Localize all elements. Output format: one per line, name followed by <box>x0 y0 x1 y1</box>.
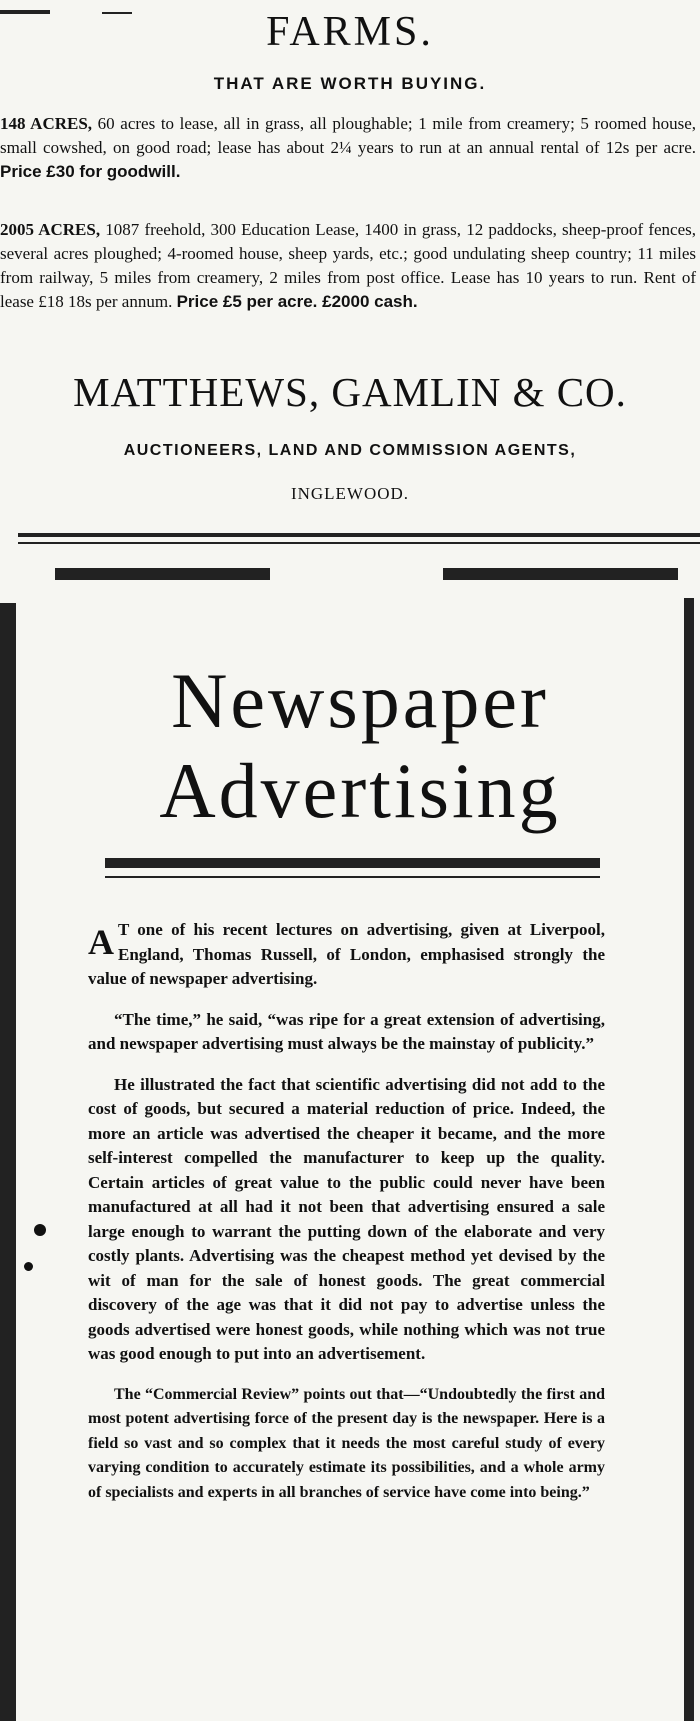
headline-rule-thick <box>105 858 600 868</box>
margin-dot <box>24 1262 33 1271</box>
paragraph-1 <box>88 918 605 992</box>
paragraph-2: “The time,” he said, “was ripe for a great extension of advertising, and newspaper advertising must always be the mainstay of publicity.” <box>88 1009 605 1053</box>
ornament-bar-right <box>443 568 678 580</box>
listing-text: 60 acres to lease, all in grass, all ploughable; 1 mile from creamery; 5 roomed house, small cowshed, on good road; lease has about 2¼ years to run at an annual rental of 12s per acre. <box>0 114 696 157</box>
firm-town: INGLEWOOD. <box>290 484 410 503</box>
headline-rule-thin <box>105 876 600 878</box>
listing-price: Price £30 for goodwill. <box>0 162 181 181</box>
margin-dot <box>34 1224 46 1236</box>
drop-cap: A <box>88 922 114 962</box>
listing-price: Price £5 per acre. £2000 cash. <box>176 292 418 311</box>
firm-description: AUCTIONEERS, LAND AND COMMISSION AGENTS, <box>123 442 577 459</box>
divider-rule-thick <box>18 533 700 537</box>
listing-lead: 2005 ACRES, <box>0 220 101 239</box>
divider-rule-thin <box>18 542 700 544</box>
article-body <box>88 918 605 1505</box>
ornament-bar-left <box>55 568 270 580</box>
headline-line-2: Advertising <box>159 747 561 834</box>
farms-subtitle: THAT ARE WORTH BUYING. <box>213 74 487 93</box>
farm-listing-2 <box>0 218 696 314</box>
paragraph-1-text: T one of his recent lectures on advertising, given at Liverpool, England, Thomas Russell, of London, emphasised strongly the value of newspaper advertising. <box>88 920 605 988</box>
firm-name: MATTHEWS, GAMLIN & CO. <box>73 369 627 415</box>
headline-line-1: Newspaper <box>171 657 549 744</box>
frame-right-border <box>684 598 694 1721</box>
listing-text: 1087 freehold, 300 Education Lease, 1400 in grass, 12 paddocks, sheep-proof fences, several acres ploughed; 4-roomed house, sheep yards, etc.; good undulating sheep country; 11 miles from railway, 5 miles from creamery, 2 miles from post office. Lease has 10 years to run. Rent of lease £18 18s per annum. <box>0 220 696 311</box>
paragraph-3: He illustrated the fact that scientific advertising did not add to the cost of goods, but secured a material reduction of price. Indeed, the more an article was advertised the cheaper it became, and the more self-interest compelled the manufacturer to keep up the quality. Certain articles of great value to the public could never have been manufactured at all had it not been that advertising ensured a sale large enough to warrant the putting down of the elaborate and very costly plants. Advertising was the cheapest method yet devised by the wit of man for the sale of honest goods. The great commercial discovery of the age was that it did not pay to advertise unless the goods advertised were honest goods, while nothing which was not true was good enough to put into an advertisement. <box>88 1074 605 1363</box>
paragraph-4: The “Commercial Review” points out that—“Undoubtedly the first and most potent advertising force of the present day is the newspaper. Here is a field so vast and so complex that it needs the most careful study of every varying condition to accurately estimate its possibilities, and a whole army of specialists and experts in all branches of service have come into being.” <box>88 1385 605 1501</box>
farm-listing-1 <box>0 112 696 184</box>
listing-lead: 148 ACRES, <box>0 114 93 133</box>
frame-left-border <box>0 603 16 1721</box>
farms-title: FARMS. <box>266 9 434 55</box>
